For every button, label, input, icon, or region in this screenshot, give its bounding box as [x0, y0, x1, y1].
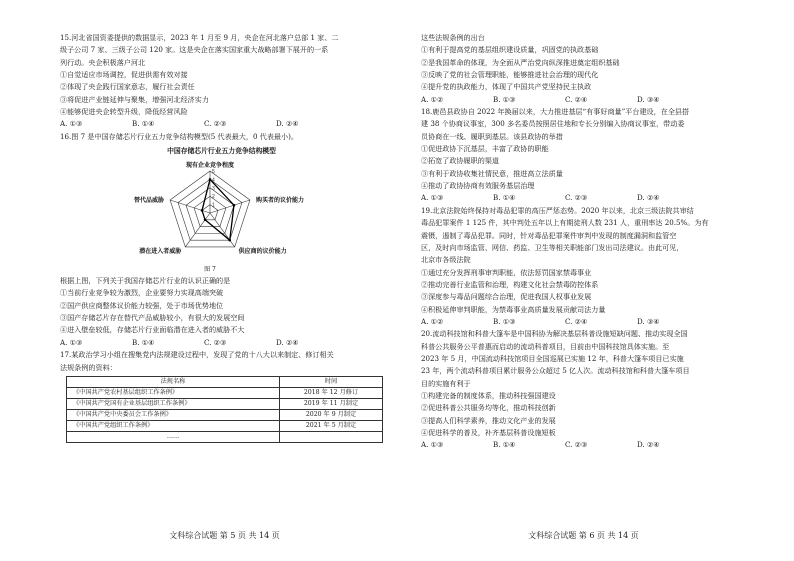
table-cell: 2021 年 5 月制定 — [280, 420, 383, 431]
question-17 — [60, 349, 383, 443]
radar-data-point — [204, 219, 207, 222]
question-line: 员协商在一线、履职到基层。该县政协的举措 — [421, 131, 563, 141]
question-line: 科普公共服务公平普惠而启动的流动科普项目，目前由中国科技馆具体实施。至 — [421, 341, 670, 351]
radar-axis-label: 购买者的议价能力 — [255, 197, 304, 205]
question-line: 北京市各级法院 — [421, 255, 471, 265]
option-a: A. ①③ — [60, 337, 83, 347]
statement-4: ④推动了政协协商有效服务基层治理 — [421, 181, 535, 191]
option-c: C. ②③ — [204, 119, 227, 129]
question-line: 目的实施有利于 — [421, 378, 471, 388]
option-d: D. ②④ — [637, 193, 660, 203]
radar-data-point — [209, 178, 212, 181]
table-row — [67, 420, 383, 431]
table-cell — [280, 431, 383, 442]
option-c: C. ②③ — [565, 440, 588, 450]
statement-4: ④促进科学的普及，补齐基层科普设施短板 — [421, 428, 556, 437]
table-header-row — [67, 376, 383, 387]
statement-1: ①有利于提高党的基层组织建设质量，巩固党的执政基础 — [421, 45, 599, 55]
table-cell: 《中国共产党组织工作条例》 — [67, 420, 280, 431]
question-line: 区，及时向市场监管、网信、药监、卫生等相关职能部门发出司法建议。由此可见， — [421, 242, 684, 252]
option-b: B. ①③ — [493, 316, 516, 326]
statement-1: ①促进政协下沉基层，丰富了政协的职能 — [421, 144, 549, 154]
statement-4: ④提升党的执政能力，体现了中国共产党坚持民主执政 — [421, 82, 592, 92]
answer-options — [421, 94, 744, 106]
question-line: 18.鹿邑县政协自 2022 年换届以来，大力推进基层“有事好商量”平台建设，在全县搭 — [421, 107, 690, 117]
option-a: A. ①② — [421, 94, 444, 104]
option-d: D. ③④ — [637, 94, 660, 104]
radar-axis-label: 供应商的议价能力 — [238, 248, 287, 256]
statement-2: ②是我国革命的体现，为全面从严治党向纵深推进奠定组织基础 — [421, 57, 620, 67]
option-d: D. ②④ — [276, 119, 299, 129]
question-line: 2023 年 5 月，中国流动科技馆项目全国巡展已实施 12 年，科普大篷车项目已实施 — [421, 353, 684, 363]
radar-data-point — [233, 204, 236, 207]
option-b: B. ①④ — [132, 119, 155, 129]
table-cell: 《中国共产党农村基层组织工作条例》 — [67, 387, 280, 398]
statement-4: ④能够促进央企转型升级，降低经营风险 — [60, 107, 188, 117]
question-line: 法规条例的资料： — [60, 362, 117, 372]
option-a: A. ①② — [421, 316, 444, 326]
table-row — [67, 387, 383, 398]
question-16 — [60, 131, 383, 349]
question-line: 19.北京法院始终保持对毒品犯罪的高压严惩态势。2020 年以来，北京三级法院共审结 — [421, 205, 694, 215]
option-b: B. ①④ — [493, 193, 516, 203]
question-17-continued — [421, 32, 744, 106]
question-19 — [421, 205, 744, 328]
question-15 — [60, 32, 383, 131]
question-line: 级子公司 7 家、三级子公司 120 家。这是央企在落实国家重大战略部署下展开的一系 — [60, 45, 329, 55]
option-c: C. ②④ — [565, 94, 588, 104]
radar-data-point — [228, 239, 231, 242]
question-line: 17.某政治学习小组在搜集党内法规建设过程中，发现了党的十八大以来制定、修订相关 — [60, 350, 334, 360]
radar-axis-label: 现有企业竞争程度 — [185, 162, 235, 170]
statement-3: ③国产存储芯片存在替代产品威胁较小，有很大的发展空间 — [60, 313, 245, 323]
answer-options — [421, 192, 744, 204]
page-footer: 文科综合试题 第 5 页 共 14 页 — [169, 531, 280, 540]
table-cell: 《中国共产党国有企业基层组织工作条例》 — [67, 398, 280, 409]
radar-data-polygon — [202, 179, 234, 240]
option-a: A. ①③ — [60, 119, 83, 129]
statement-3: ③将促进产业链延伸与聚集，增强河北经济实力 — [60, 94, 209, 104]
answer-options — [421, 439, 744, 451]
answer-options — [60, 337, 383, 349]
statement-1: ①自觉适应市场调控，促进供需有效对接 — [60, 70, 188, 80]
statement-3: ③深度参与毒品问题综合治理，促进我国人权事业发展 — [421, 292, 592, 302]
radar-chart — [60, 155, 380, 275]
answer-options — [60, 118, 383, 130]
option-d: D. ③④ — [637, 316, 660, 326]
statement-1: ①构建完备的制度体系，推动科技强国建设 — [421, 390, 556, 400]
option-a: A. ①③ — [421, 440, 444, 450]
question-line: 根据上图，下列关于我国存储芯片行业的认识正确的是 — [60, 276, 231, 286]
option-d: D. ②④ — [637, 440, 660, 450]
statement-4: ④积极延伸审判职能，为禁毒事业高质量发展贡献司法力量 — [421, 304, 606, 314]
statement-2: ②促进科普公共服务均等化，推动科技创新 — [421, 403, 556, 413]
answer-options — [421, 316, 744, 328]
table-cell: 《中国共产党中央委员会工作条例》 — [67, 409, 280, 420]
radar-axis-label: 潜在进入者威胁 — [139, 248, 182, 256]
option-c: C. ②④ — [565, 316, 588, 326]
question-line: 23 年，两个流动科普项目累计服务公众超过 5 亿人次。流动科技馆和科普大篷车项目 — [421, 366, 690, 376]
question-line: 震慑，遏制了毒品犯罪。同时，针对毒品犯罪案件审判中发现的制度漏洞和监管空 — [421, 230, 677, 240]
statement-2: ②推动完善行业监管和治理，构建文化社会禁毒防控体系 — [421, 279, 599, 289]
question-20 — [421, 328, 744, 451]
option-c: C. ②③ — [565, 193, 588, 203]
question-18 — [421, 106, 744, 205]
statement-3: ③有利于政协收集社情民意，推进高立法质量 — [421, 168, 563, 178]
radar-axis-label: 替代品威胁 — [134, 197, 165, 205]
option-d: D. ②④ — [276, 337, 299, 347]
statement-2: ②国产供应商整体议价能力较强，处于市场优势地位 — [60, 300, 224, 310]
option-b: B. ①③ — [493, 94, 516, 104]
question-line: 列行动。央企积极落户河北 — [60, 57, 146, 67]
table-cell: 2018 年 12 月修订 — [280, 387, 383, 398]
question-line: 建 38 个协商议事室，300 多名委员按照居住地和专长分别编入协商议事室，带动委 — [421, 119, 685, 129]
option-b: B. ①④ — [493, 440, 516, 450]
radar-data-point — [201, 209, 204, 212]
table-cell: 2020 年 9 月制定 — [280, 409, 383, 420]
radar-tick-label: 1 — [212, 202, 215, 209]
radar-tick-label: 5 — [212, 169, 215, 176]
question-line: 15.河北省国资委提供的数据显示，2023 年 1 月至 9 月，央企在河北落户总部 1 家、二 — [60, 33, 339, 42]
question-line: 这些法规条例的出台 — [421, 33, 485, 42]
table-header: 法规名称 — [67, 376, 280, 387]
option-b: B. ①④ — [132, 337, 155, 347]
option-a: A. ①③ — [421, 193, 444, 203]
question-line: 16.图 7 是中国存储芯片行业五力竞争结构模型(5 代表最大，0 代表最小)。 — [60, 131, 298, 141]
option-c: C. ②③ — [204, 337, 227, 347]
chart-title: 中国存储芯片行业五力竞争结构模型 — [167, 147, 276, 156]
radar-tick-label: 2 — [212, 194, 215, 201]
right-page — [397, 0, 794, 561]
statement-4: ④进入壁垒较低，存储芯片行业面临潜在进入者的威胁不大 — [60, 325, 245, 335]
statement-2: ②体现了央企践行国家意志，履行社会责任 — [60, 82, 195, 92]
statement-1: ①当前行业竞争较为激烈，企业要努力实现高端突破 — [60, 288, 224, 298]
statement-3: ③反映了党的社会管理职能，能够推进社会治理的现代化 — [421, 70, 599, 80]
statement-1: ①通过充分发挥刑事审判职能，依法惩罚国家禁毒事业 — [421, 267, 592, 277]
table-cell: 2019 年 11 月制定 — [280, 398, 383, 409]
page-footer: 文科综合试题 第 6 页 共 14 页 — [528, 531, 639, 540]
question-line: 20.流动科技馆和科普大篷车是中国科协为解决基层科普设施短缺问题、推动实现全国 — [421, 329, 688, 339]
figure-label: 图 7 — [204, 266, 216, 274]
question-line: 毒品犯罪案件 1 125 件，其中判处五年以上有期徒刑人数 231 人，重刑率达 20.5%。为有 — [421, 218, 709, 228]
statement-3: ③提高人们科学素养，推动文化产业的发展 — [421, 415, 556, 425]
table-row — [67, 409, 383, 420]
table-header: 时间 — [280, 376, 383, 387]
law-table — [66, 376, 383, 443]
radar-tick-label: 4 — [212, 177, 215, 184]
table-row — [67, 431, 383, 442]
radar-tick-label: 3 — [212, 185, 215, 192]
table-cell: …… — [67, 431, 280, 442]
table-row — [67, 398, 383, 409]
statement-2: ②拓宽了政协履职的渠道 — [421, 156, 500, 166]
